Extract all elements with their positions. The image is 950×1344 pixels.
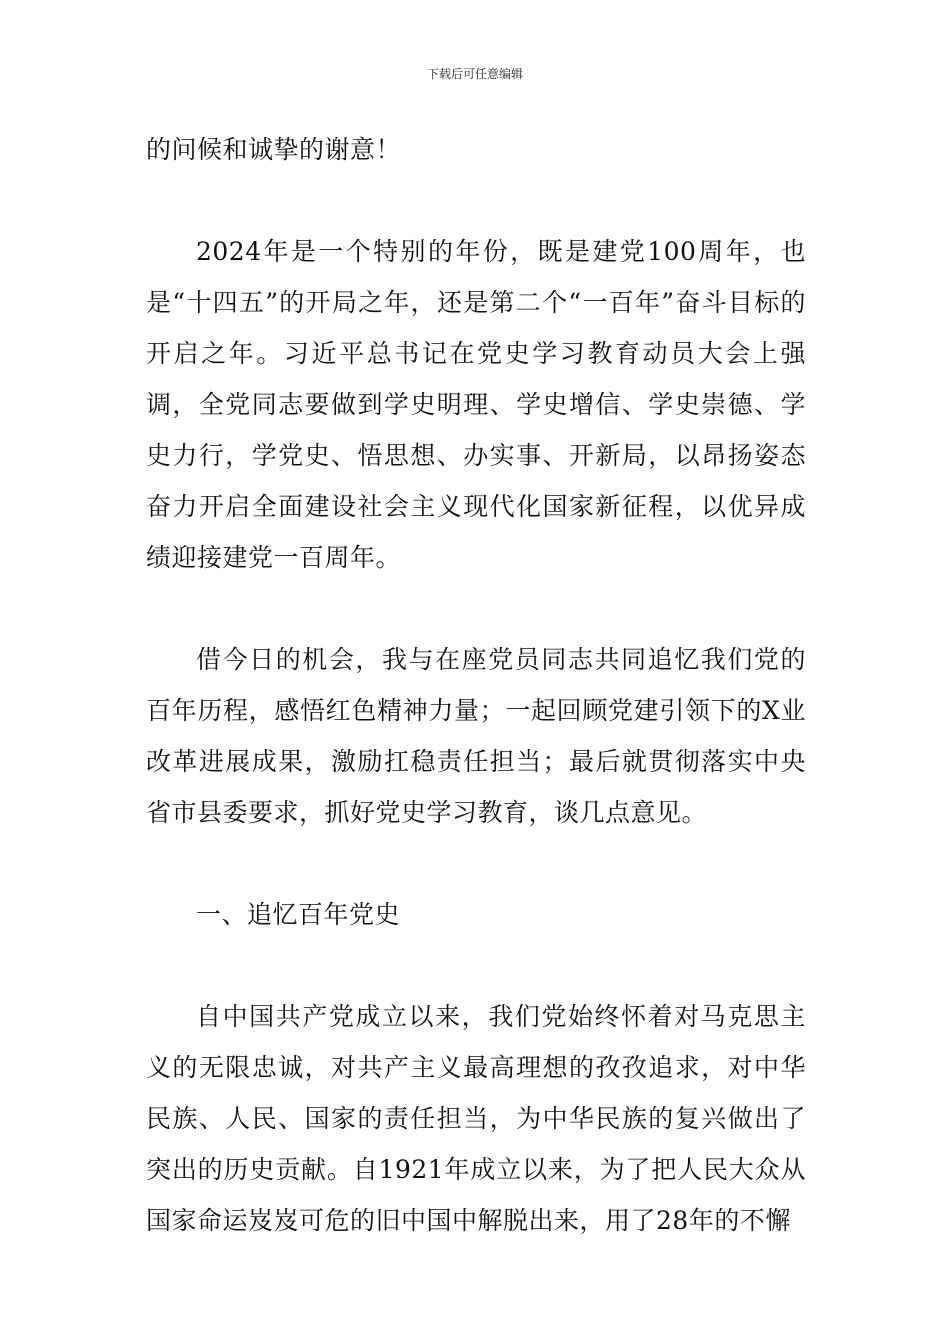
document-body [146,124,806,1246]
paragraph-spacer [146,175,806,226]
paragraph-party-history: 自中国共产党成立以来，我们党始终怀着对马克思主义的无限忠诚，对共产主义最高理想的孜孜追求，对中华民族、人民、国家的责任担当，为中华民族的复兴做出了突出的历史贡献。自1921年成立以来，为了把人民大众从国家命运岌岌可危的旧中国中解脱出来，用了28年的不懈 [146,1002,806,1235]
section-heading: 一、追忆百年党史 [196,900,401,929]
page-header: 下载后可任意编辑 [426,67,523,81]
paragraph-spacer [146,583,806,634]
paragraph-spacer [146,838,806,889]
paragraph-agenda: 借今日的机会，我与在座党员同志共同追忆我们党的百年历程，感悟红色精神力量；一起回顾党建引领下的X业改革进展成果，激励扛稳责任担当；最后就贯彻落实中央省市县委要求，抓好党史学习教育，谈几点意见。 [146,645,806,827]
paragraph-spacer [146,940,806,991]
paragraph-closing-greeting: 的问候和诚挚的谢意！ [146,135,402,164]
paragraph-anniversary: 2024年是一个特别的年份，既是建党100周年，也是“十四五”的开局之年，还是第二个“一百年”奋斗目标的开启之年。习近平总书记在党史学习教育动员大会上强调，全党同志要做到学史明理、学史增信、学史崇德、学史力行，学党史、悟思想、办实事、开新局，以昂扬姿态奋力开启全面建设社会主义现代化国家新征程，以优异成绩迎接建党一百周年。 [146,237,806,572]
